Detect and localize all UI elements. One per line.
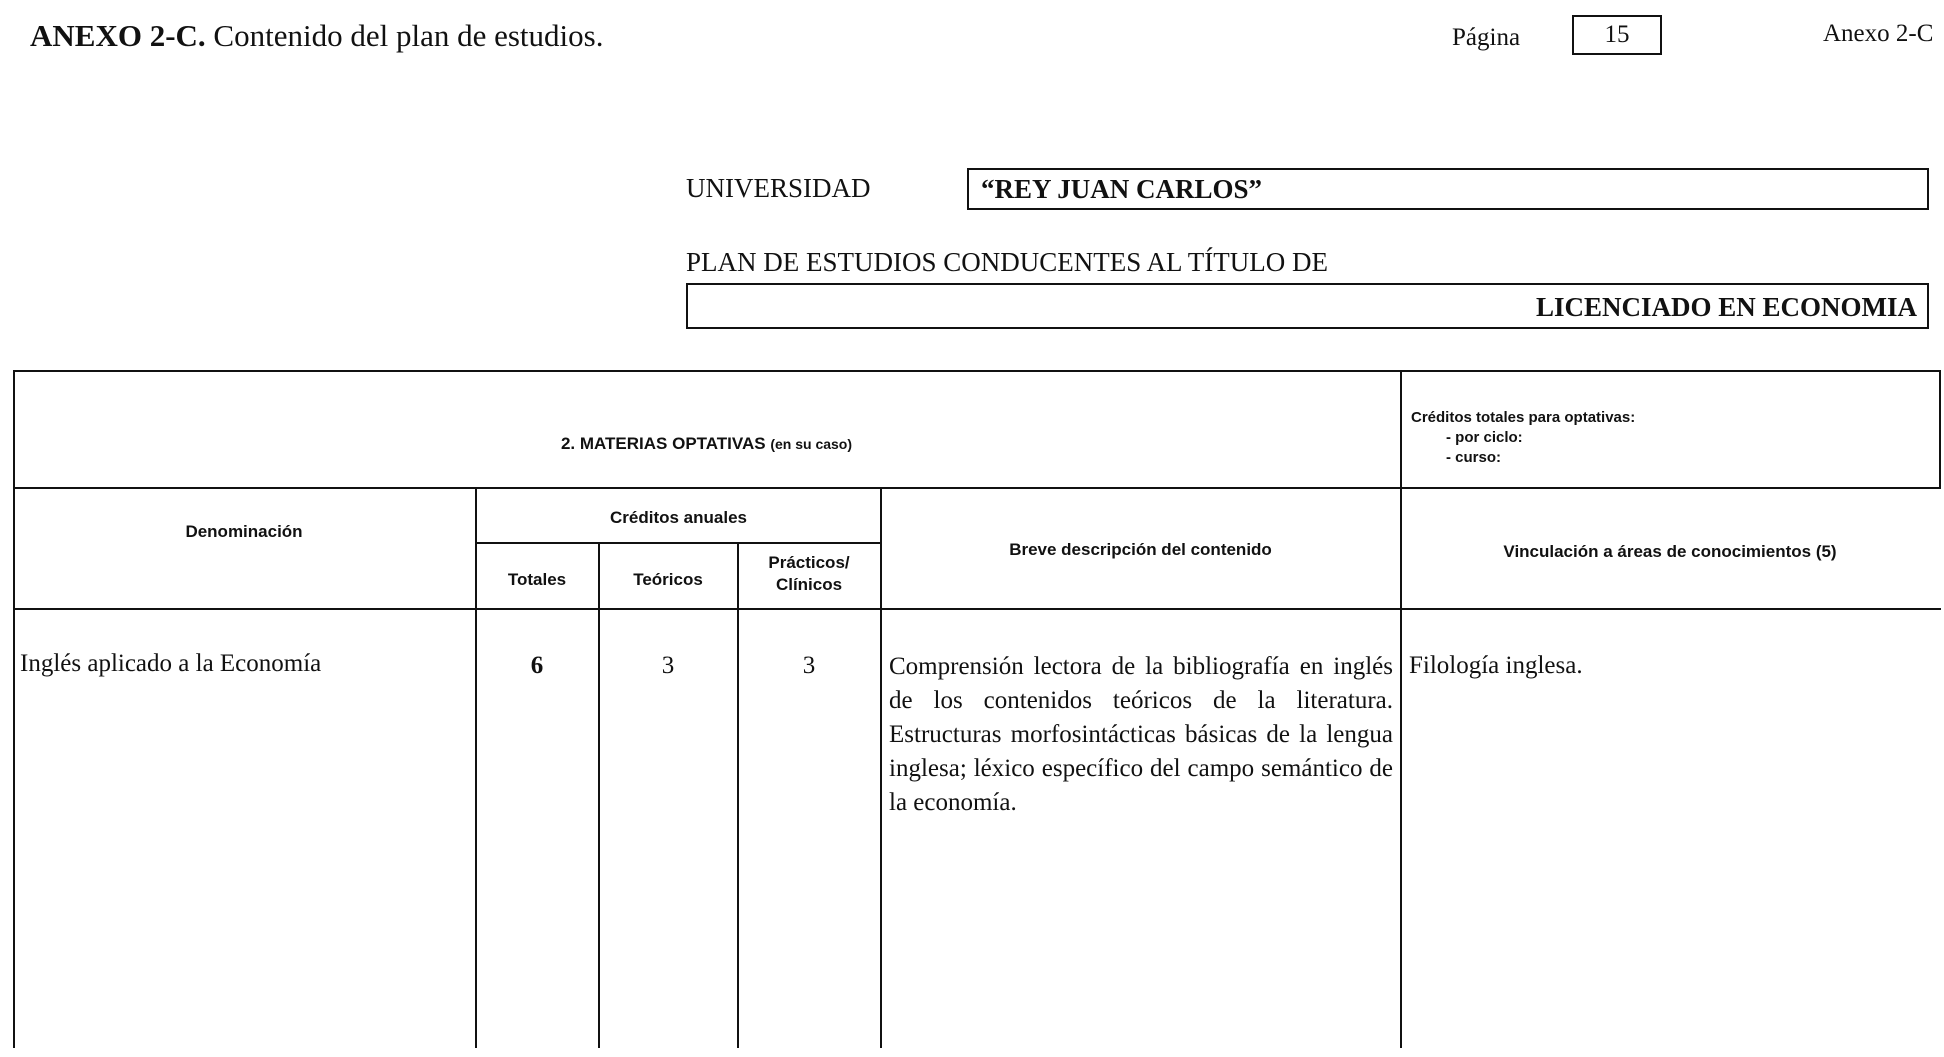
annex-heading xyxy=(30,18,603,54)
table-divider-col4 xyxy=(737,542,739,1048)
row-practicos: 3 xyxy=(802,652,816,679)
table-divider-col3 xyxy=(598,542,600,1048)
col-creditos-anuales: Créditos anuales xyxy=(610,508,747,527)
row-vinculacion: Filología inglesa. xyxy=(1409,652,1583,679)
col-vinculacion: Vinculación a áreas de conocimientos (5) xyxy=(1503,542,1837,561)
col-practicos xyxy=(738,552,880,596)
degree-title: LICENCIADO EN ECONOMIA xyxy=(686,283,1929,329)
total-credits-info xyxy=(1411,408,1931,468)
annex-code: ANEXO 2-C. xyxy=(30,18,206,53)
col-practicos-line2: Clínicos xyxy=(775,575,843,594)
row-teoricos: 3 xyxy=(661,652,675,679)
university-label: UNIVERSIDAD xyxy=(686,173,871,203)
page-label: Página xyxy=(1452,24,1521,51)
credits-per-course: - curso: xyxy=(1446,449,1502,466)
table-divider-col5 xyxy=(880,487,882,1048)
col-descripcion: Breve descripción del contenido xyxy=(1009,540,1272,559)
table-divider-col1 xyxy=(1400,370,1402,1048)
annex-tag: Anexo 2-C xyxy=(1823,20,1934,47)
table-divider-header xyxy=(13,608,1941,610)
page-number: 15 xyxy=(1572,15,1662,55)
table-divider-section xyxy=(13,487,1941,489)
row-descripcion: Comprensión lectora de la bibliografía en inglés de los contenidos teóricos de la literatura. Estructuras morfosintácticas básicas de la lengua inglesa; léxico específico del campo semántico de la economía. xyxy=(889,653,1393,816)
university-name: “REY JUAN CARLOS” xyxy=(967,168,1929,210)
row-denominacion: Inglés aplicado a la Economía xyxy=(20,650,322,677)
annex-title: Contenido del plan de estudios. xyxy=(213,18,604,53)
row-totales: 6 xyxy=(530,652,544,679)
credits-per-cycle: - por ciclo: xyxy=(1446,429,1523,446)
table-border-left xyxy=(13,370,15,1048)
section-title-main: 2. MATERIAS OPTATIVAS xyxy=(560,434,766,453)
table-border-top xyxy=(13,370,1941,372)
section-title xyxy=(13,434,1400,454)
plan-label: PLAN DE ESTUDIOS CONDUCENTES AL TÍTULO DE xyxy=(686,247,1328,277)
col-totales: Totales xyxy=(507,570,567,589)
col-denominacion: Denominación xyxy=(185,522,303,541)
subjects-table xyxy=(13,370,1941,1050)
section-title-suffix: (en su caso) xyxy=(770,436,853,452)
col-practicos-line1: Prácticos/ xyxy=(768,553,850,572)
col-teoricos: Teóricos xyxy=(633,570,703,589)
table-divider-credits-sub xyxy=(476,542,882,544)
total-credits-title: Créditos totales para optativas: xyxy=(1411,409,1636,426)
table-border-right xyxy=(1939,370,1941,487)
